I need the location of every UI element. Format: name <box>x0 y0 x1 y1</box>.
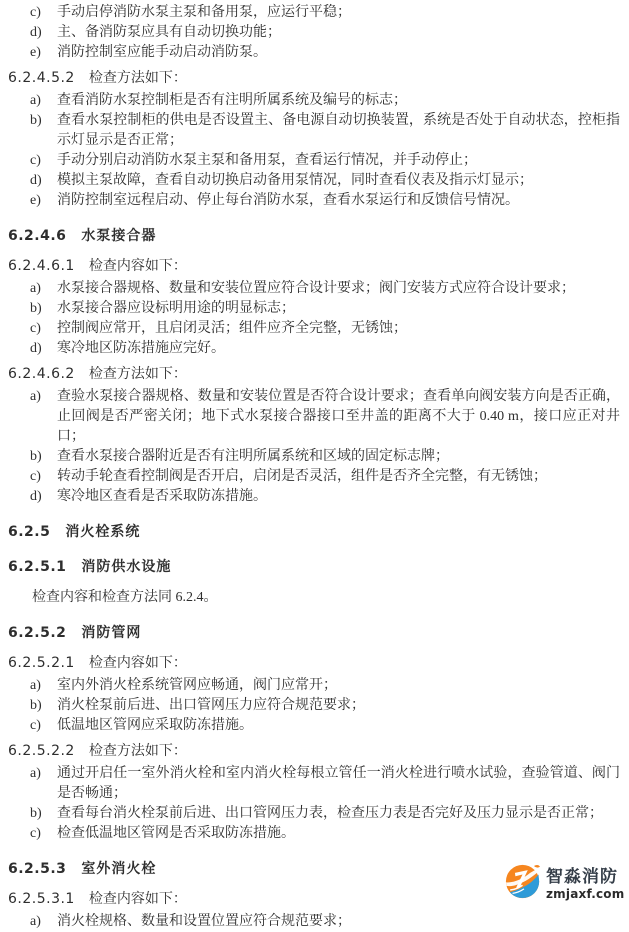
clause-number: 6.2.4.6.2 <box>8 366 75 382</box>
zhimiao-fire-logo-icon <box>504 862 542 907</box>
section-number: 6.2.5.2 <box>8 625 67 641</box>
list-item-marker: c) <box>30 718 41 733</box>
list-item <box>8 299 620 319</box>
section-title: 消火栓系统 <box>65 524 141 540</box>
list-item-text: 室内外消火栓系统管网应畅通，阀门应常开； <box>57 678 337 693</box>
section-number: 6.2.4.6 <box>8 228 67 244</box>
list-item-marker: a) <box>30 281 41 296</box>
section-title: 消防供水设施 <box>81 559 172 575</box>
list-item <box>8 804 620 824</box>
list-item <box>8 676 620 696</box>
clause-number: 6.2.4.6.1 <box>8 258 75 274</box>
clause-text: 检查方法如下： <box>88 744 187 759</box>
list-item-marker: d) <box>30 341 42 356</box>
list-item <box>8 319 620 339</box>
list-item <box>8 912 620 932</box>
list-item-text: 消防控制室应能手动启动消防泵。 <box>57 45 267 60</box>
list-item <box>8 111 620 151</box>
clause-line <box>8 256 620 277</box>
list-item-marker: c) <box>30 469 41 484</box>
clause-number: 6.2.5.3.1 <box>8 891 75 907</box>
watermark-brand: 智淼消防 <box>546 867 618 887</box>
clause-number: 6.2.5.2.2 <box>8 743 75 759</box>
list-item <box>8 3 620 23</box>
clause-number: 6.2.4.5.2 <box>8 70 75 86</box>
section-number: 6.2.5 <box>8 524 51 540</box>
list-item-marker: d) <box>30 25 42 40</box>
list-item <box>8 447 620 467</box>
clause-line <box>8 653 620 674</box>
list-item <box>8 151 620 171</box>
paragraph: 检查内容和检查方法同 6.2.4。 <box>32 590 218 605</box>
list-item <box>8 91 620 111</box>
list-item-marker: c) <box>30 5 41 20</box>
list-item-text: 控制阀应常开，且启闭灵活；组件应齐全完整，无锈蚀； <box>57 321 407 336</box>
list-item-text: 通过开启任一室外消火栓和室内消火栓每根立管任一消火栓进行喷水试验，查验管道、阀门是否畅通； <box>57 766 620 801</box>
watermark <box>504 862 624 907</box>
list-item-text: 查看消防水泵控制柜是否有注明所属系统及编号的标志； <box>57 93 407 108</box>
list-item-text: 消防控制室远程启动、停止每台消防水泵，查看水泵运行和反馈信号情况。 <box>57 193 519 208</box>
section-heading <box>8 623 620 643</box>
list-item-marker: c) <box>30 153 41 168</box>
clause-text: 检查方法如下： <box>88 367 187 382</box>
list-item-marker: d) <box>30 489 42 504</box>
list-item-text: 查看水泵控制柜的供电是否设置主、备电源自动切换装置，系统是否处于自动状态，控柜指示灯显示是否正常； <box>57 113 620 148</box>
list-item <box>8 171 620 191</box>
list-item-marker: a) <box>30 389 41 404</box>
list-item <box>8 43 620 63</box>
list-item-text: 查看水泵接合器附近是否有注明所属系统和区域的固定标志牌； <box>57 449 449 464</box>
list-item-text: 手动启停消防水泵主泵和备用泵，应运行平稳； <box>57 5 351 20</box>
list-item-text: 水泵接合器规格、数量和安装位置应符合设计要求；阀门安装方式应符合设计要求； <box>57 281 575 296</box>
section-title: 水泵接合器 <box>81 228 157 244</box>
list-item-marker: d) <box>30 173 42 188</box>
section-heading <box>8 557 620 577</box>
list-item <box>8 824 620 844</box>
list-item-text: 低温地区管网应采取防冻措施。 <box>57 718 253 733</box>
list-item <box>8 387 620 447</box>
clause-line <box>8 68 620 89</box>
clause-text: 检查内容如下： <box>88 892 187 907</box>
list-item-text: 主、备消防泵应具有自动切换功能； <box>57 25 281 40</box>
list-item-marker: a) <box>30 766 41 781</box>
clause-line <box>8 364 620 385</box>
section-title: 室外消火栓 <box>81 861 157 877</box>
list-item-text: 转动手轮查看控制阀是否开启，启闭是否灵活，组件是否齐全完整，有无锈蚀； <box>57 469 547 484</box>
watermark-text <box>546 868 624 901</box>
list-item-text: 查验水泵接合器规格、数量和安装位置是否符合设计要求；查看单向阀安装方向是否正确，止回阀是否严密关闭；地下式水泵接合器接口至井盖的距离不大于 0.40 m，接口应正对井口； <box>57 389 620 444</box>
list-item-marker: b) <box>30 449 42 464</box>
section-title: 消防管网 <box>81 625 142 641</box>
list-item <box>8 23 620 43</box>
clause-number: 6.2.5.2.1 <box>8 655 75 671</box>
list-item-text: 查看每台消火栓泵前后进、出口管网压力表，检查压力表是否完好及压力显示是否正常； <box>57 806 603 821</box>
list-item-text: 寒冷地区查看是否采取防冻措施。 <box>57 489 267 504</box>
clause-text: 检查内容如下： <box>88 259 187 274</box>
list-item-marker: a) <box>30 93 41 108</box>
list-item <box>8 467 620 487</box>
list-item <box>8 764 620 804</box>
list-item-text: 消火栓泵前后进、出口管网压力应符合规范要求； <box>57 698 365 713</box>
list-item-marker: b) <box>30 301 42 316</box>
list-item-marker: c) <box>30 826 41 841</box>
section-heading <box>8 226 620 246</box>
list-item <box>8 279 620 299</box>
list-item-marker: b) <box>30 698 42 713</box>
list-item <box>8 696 620 716</box>
list-item-text: 检查低温地区管网是否采取防冻措施。 <box>57 826 295 841</box>
list-item <box>8 191 620 211</box>
section-number: 6.2.5.1 <box>8 559 67 575</box>
section-heading <box>8 522 620 542</box>
list-item-marker: e) <box>30 193 41 208</box>
list-item-marker: b) <box>30 113 42 128</box>
list-item-text: 水泵接合器应设标明用途的明显标志； <box>57 301 295 316</box>
clause-text: 检查内容如下： <box>88 656 187 671</box>
clause-text: 检查方法如下： <box>88 71 187 86</box>
list-item-marker: c) <box>30 321 41 336</box>
list-item-marker: b) <box>30 806 42 821</box>
list-item-text: 模拟主泵故障，查看自动切换启动备用泵情况，同时查看仪表及指示灯显示； <box>57 173 533 188</box>
list-item-marker: a) <box>30 914 41 929</box>
list-item-marker: a) <box>30 678 41 693</box>
list-item-marker: e) <box>30 45 41 60</box>
list-item-text: 消火栓规格、数量和设置位置应符合规范要求； <box>57 914 351 929</box>
clause-line <box>8 741 620 762</box>
section-number: 6.2.5.3 <box>8 861 67 877</box>
list-item <box>8 339 620 359</box>
watermark-domain: zmjaxf.com <box>546 887 625 901</box>
list-item <box>8 487 620 507</box>
list-item-text: 手动分别启动消防水泵主泵和备用泵，查看运行情况，并手动停止； <box>57 153 477 168</box>
list-item-text: 寒冷地区防冻措施应完好。 <box>57 341 225 356</box>
list-item <box>8 716 620 736</box>
